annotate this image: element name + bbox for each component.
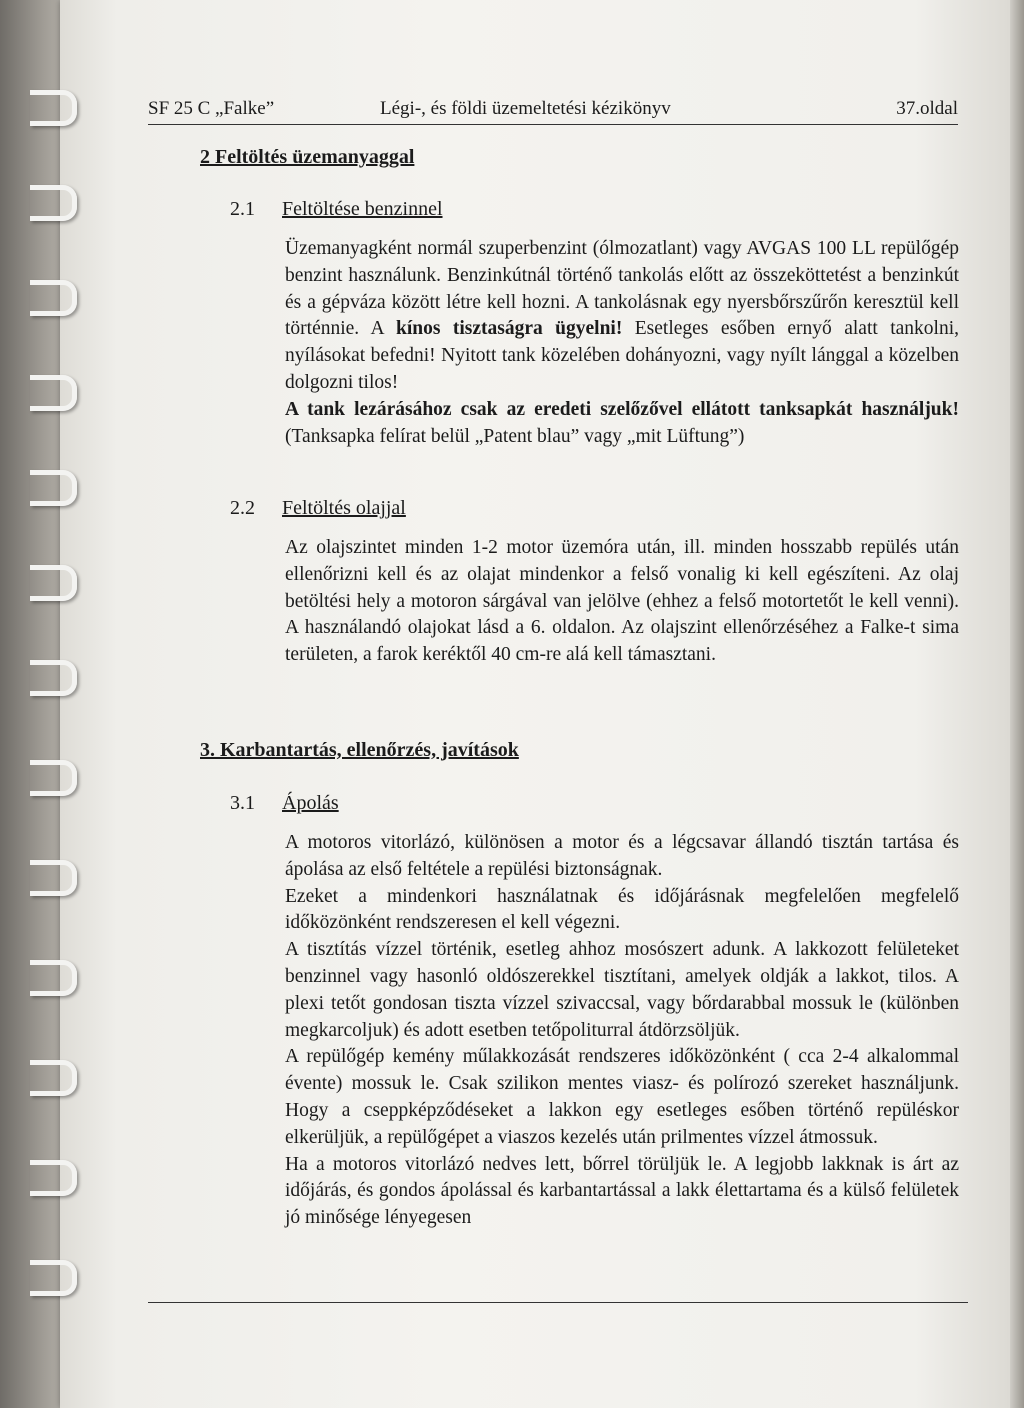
footer-rule <box>148 1302 968 1303</box>
binding-ring <box>30 660 77 696</box>
care-paragraph: Ezeket a mindenkori használatnak és időjárásnak megfelelően megfelelő időközönként rendszeresen el kell végezni. <box>285 885 959 934</box>
subsection-number: 2.1 <box>230 198 255 220</box>
care-paragraph: Ha a motoros vitorlázó nedves lett, bőrrel törüljük le. A legjobb lakknak is árt az időjárás, és gondos ápolással és karbantartással a lakk élettartama és a külső felületek jó minősége lényegesen <box>285 1153 959 1229</box>
oil-text: Az olajszintet minden 1-2 motor üzemóra után, ill. minden hosszabb repülés után ellenőrizni kell és az olajat mindenkor a felső vonalig ki kell egészíteni. Az olaj betöltési hely a motoron sárgával van jelölve (ehhez a felső motortetőt le kell venni). A használandó olajokat lásd a 6. oldalon. Az olajszint ellenőrzéséhez a Falke-t sima területen, a farok keréktől 40 cm-re alá kell támasztani. <box>285 537 959 666</box>
subsection-number: 3.1 <box>230 792 255 814</box>
fuel-warning-bold: kínos tisztaságra ügyelni! <box>395 318 623 340</box>
subsection-number: 2.2 <box>230 497 255 519</box>
subsection-3-1-heading <box>230 792 339 815</box>
binding-ring <box>30 470 77 506</box>
binding-ring <box>30 1060 77 1096</box>
subsection-2-2-heading <box>230 497 406 520</box>
paragraph-oil <box>285 535 959 669</box>
binding-ring <box>30 1260 77 1296</box>
tank-cap-note: (Tanksapka felírat belül „Patent blau” vagy „mit Lüftung”) <box>285 425 745 447</box>
binding-ring <box>30 1160 77 1196</box>
header-page-number: 37.oldal <box>896 98 958 119</box>
page-header <box>148 96 958 125</box>
subsection-2-1-heading <box>230 198 443 221</box>
paragraph-care <box>285 830 959 1232</box>
binding-ring <box>30 90 77 126</box>
binding-ring <box>30 860 77 896</box>
fuel-text-tail: Esetleges esőben ernyő alatt tankolni, nyílásokat befedni! Nyitott tank közelében dohányozni, vagy nyílt lánggal a közelben dolgozni tilos! <box>285 318 959 393</box>
page-edge <box>1010 0 1024 1408</box>
binding-ring <box>30 760 77 796</box>
care-paragraph: A motoros vitorlázó, különösen a motor és a légcsavar állandó tisztán tartása és ápolása az első feltétele a repülési biztonságnak. <box>285 832 959 880</box>
header-manual-title: Légi-, és földi üzemeltetési kézikönyv <box>380 98 671 119</box>
subsection-title: Feltöltés olajjal <box>282 497 406 519</box>
binding-ring <box>30 565 77 601</box>
paragraph-fuel <box>285 236 959 450</box>
binding-ring <box>30 960 77 996</box>
binding-ring <box>30 185 77 221</box>
fuel-text: Üzemanyagként normál szuperbenzint (ólmozatlant) vagy AVGAS 100 LL repülőgép benzint használunk. Benzinkútnál történő tankolás előtt az összeköttetést a benzinkút és a gépváza között létre kell hozni. A tankolásnak egy nyersbőrszűrőn keresztül kell történnie. A <box>285 238 959 340</box>
subsection-title: Feltöltése benzinnel <box>282 198 443 220</box>
binding-ring <box>30 280 77 316</box>
section-3-heading: 3. Karbantartás, ellenőrzés, javítások <box>200 739 519 761</box>
header-document-code: SF 25 C „Falke” <box>148 98 275 119</box>
care-paragraph: A tisztítás vízzel történik, esetleg ahhoz mosószert adunk. A lakkozott felületeket benzinnel vagy hasonló oldószerekkel tisztítani, amelyek oldják a lakkot, tilos. A plexi tetőt gondosan tiszta vízzel szivaccsal, vagy bőrdarabbal mossuk le (különben megkarcoljuk) és adott esetben tetőpoliturral átdörzsöljük. <box>285 939 959 1041</box>
section-2-heading: 2 Feltöltés üzemanyaggal <box>200 146 415 168</box>
care-paragraph: A repülőgép kemény műlakkozását rendszeres időközönként ( cca 2-4 alkalommal évente) mossuk le. Csak szilikon mentes viasz- és polírozó szereket használjunk. Hogy a cseppképződéseket a lakkon egy esetleges esőben történő repüléskor elkerüljük, a repülőgépet a viaszos kezelés után prilmentes vízzel átmossuk. <box>285 1046 959 1148</box>
binding-ring <box>30 375 77 411</box>
subsection-title: Ápolás <box>282 792 339 814</box>
tank-cap-warning-bold: A tank lezárásához csak az eredeti szelőzővel ellátott tanksapkát használjuk! <box>285 398 959 420</box>
